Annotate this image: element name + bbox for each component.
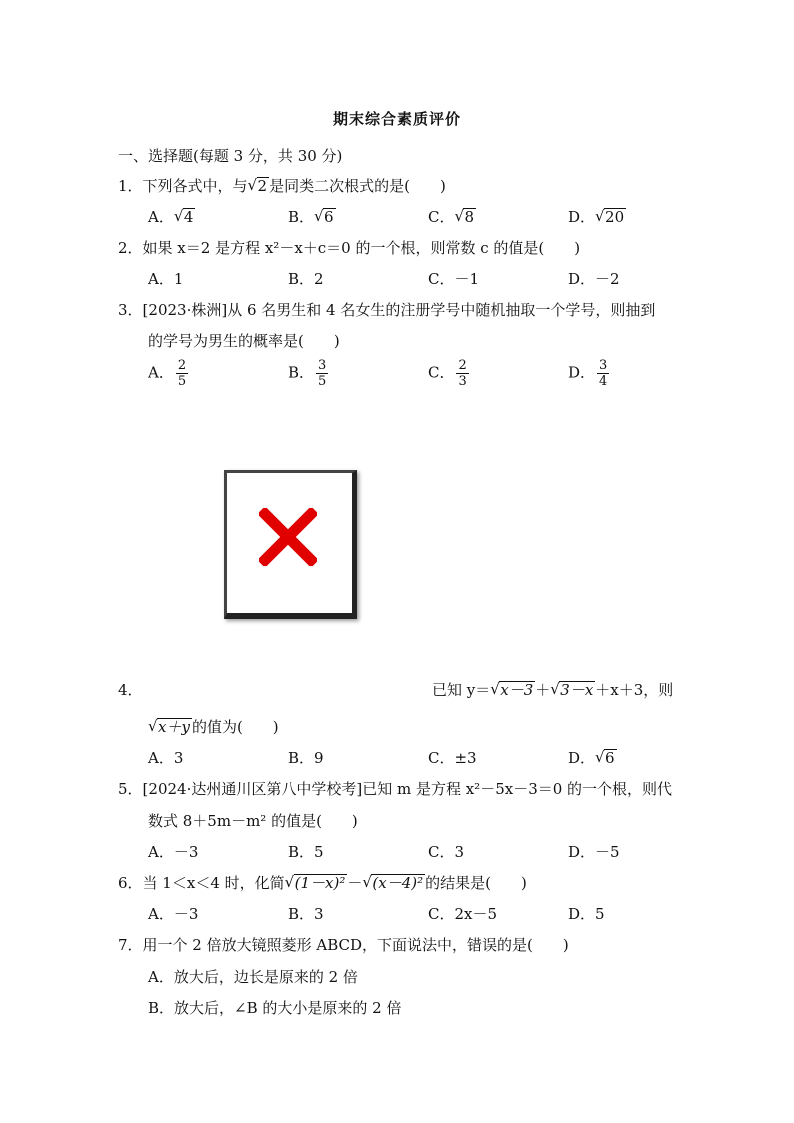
- q7-option-a: A．放大后，边长是原来的 2 倍: [148, 968, 358, 986]
- q1-text-pre: 1．下列各式中，与: [118, 177, 248, 195]
- question-3-line-2: 的学号为男生的概率是( ): [148, 332, 340, 350]
- question-3-line-1: 3．[2023·株洲]从 6 名男生和 4 名女生的注册学号中随机抽取一个学号，则抽到: [118, 301, 656, 319]
- q4-option-b: B．9: [288, 749, 324, 767]
- broken-image-icon: [224, 470, 357, 619]
- question-2: 2．如果 x＝2 是方程 x²－x＋c＝0 的一个根，则常数 c 的值是( ): [118, 239, 581, 257]
- question-4-line-2: √ x＋y 的值为( ): [148, 717, 279, 736]
- q3-option-a: A． $\frac{2}{5}$: [148, 358, 187, 389]
- q6-option-b: B．3: [288, 905, 324, 923]
- question-4-number: 4．: [118, 681, 143, 699]
- section-heading: 一、选择题(每题 3 分，共 30 分): [118, 147, 343, 165]
- q5-option-d: D．－5: [568, 843, 620, 861]
- q2-option-d: D．－2: [568, 270, 620, 288]
- red-x-icon: [259, 508, 317, 566]
- q1-option-d: D． √ 20: [568, 207, 625, 226]
- q2-option-c: C．－1: [428, 270, 480, 288]
- q5-option-a: A．－3: [148, 843, 199, 861]
- q6-option-d: D．5: [568, 905, 605, 923]
- q4-option-c: C．±3: [428, 749, 477, 767]
- question-1: [118, 176, 446, 196]
- q7-option-b: B．放大后，∠B 的大小是原来的 2 倍: [148, 999, 402, 1017]
- question-4-line-1: 已知 y＝ √ x－3 ＋ √ 3－x ＋x＋3，则: [432, 680, 674, 699]
- q6-option-c: C．2x－5: [428, 905, 498, 923]
- q1-option-b: B． √ 6: [288, 207, 334, 226]
- q5-option-c: C．3: [428, 843, 465, 861]
- q1-option-c: C． √ 8: [428, 207, 475, 226]
- q4-option-a: A．3: [148, 749, 184, 767]
- question-6: 6．当 1＜x＜4 时，化简 √ (1－x)² － √ (x－4)² 的结果是( ): [118, 873, 527, 892]
- q2-option-a: A．1: [148, 270, 184, 288]
- question-5-line-2: 数式 8＋5m－m² 的值是( ): [148, 812, 358, 830]
- q3-option-d: D． $\frac{3}{4}$: [568, 358, 608, 389]
- q3-option-b: B． $\frac{3}{5}$: [288, 358, 327, 389]
- q4-option-d: D． √ 6: [568, 748, 615, 767]
- q1-option-a: A． √ 4: [148, 207, 194, 226]
- q2-option-b: B．2: [288, 270, 324, 288]
- q3-option-c: C． $\frac{2}{3}$: [428, 358, 467, 389]
- q1-sqrt: √ 2: [247, 176, 268, 195]
- page-title: 期末综合素质评价: [332, 110, 461, 128]
- question-7: 7．用一个 2 倍放大镜照菱形 ABCD，下面说法中，错误的是( ): [118, 936, 569, 954]
- question-5-line-1: 5．[2024·达州通川区第八中学校考]已知 m 是方程 x²－5x－3＝0 的一个根，则代: [118, 780, 673, 798]
- q1-text-post: 是同类二次根式的是( ): [269, 177, 446, 195]
- q6-option-a: A．－3: [148, 905, 199, 923]
- q5-option-b: B．5: [288, 843, 324, 861]
